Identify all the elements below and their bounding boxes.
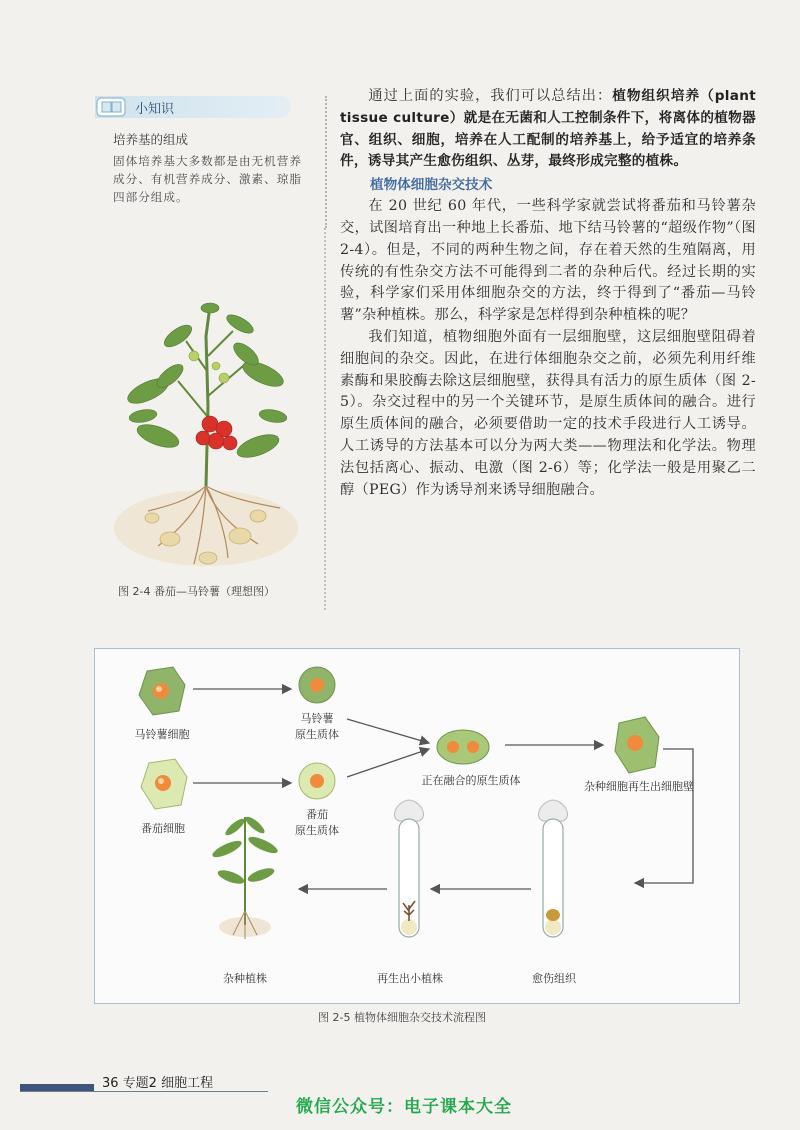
label-tomato-protoplast: 番茄 原生质体 (295, 808, 339, 837)
history-paragraph: 在 20 世纪 60 年代，一些科学家就尝试将番茄和马铃薯杂交，试图培育出一种地上长番茄、地下结马铃薯的“超级作物”（图 2-4）。但是，不同的两种生物之间，存在着天然的生殖隔离，用传统的有性杂交方法不可能得到二者的杂种后代。经过长期的实验，科学家们采用体细胞杂交的方法，终于得到了“番茄—马铃薯”杂种植株。那么，科学家是怎样得到杂种植株的呢？ (340, 198, 756, 324)
label-hybrid-cell-wall: 杂种细胞再生出细胞壁 (584, 780, 694, 793)
section-title: 植物体细胞杂交技术 (370, 177, 493, 194)
summary-lead: 通过上面的实验，我们可以总结出： (368, 88, 613, 104)
dotted-divider (324, 228, 326, 610)
hybrid-plant-icon (210, 814, 279, 939)
label-potato-cell: 马铃薯细胞 (134, 728, 190, 741)
knowledge-body: 固体培养基大多数都是由无机营养成分、有机营养成分、激素、琼脂四部分组成。 (113, 154, 302, 204)
main-text-column (340, 86, 756, 501)
footer-accent-bar (20, 1084, 94, 1091)
protoplast-paragraph: 我们知道，植物细胞外面有一层细胞壁，这层细胞壁阻碍着细胞间的杂交。因此，在进行体细胞杂交之前，必须先利用纤维素酶和果胶酶去除这层细胞壁，获得具有活力的原生质体（图 2-5）。杂交过程中的另一个关键环节，是原生质体间的融合。进行原生质体间的融合，必须要借助一定的技术手段进行人工诱导。人工诱导的方法基本可以分为两大类——物理法和化学法。物理法包括离心、振动、电激（图 2-6）等；化学法一般是用聚乙二醇（PEG）作为诱导剂来诱导细胞融合。 (340, 328, 756, 498)
knowledge-box (95, 96, 327, 228)
footer-rule (20, 1091, 268, 1092)
label-fusing-protoplasts: 正在融合的原生质体 (421, 774, 521, 787)
book-icon (95, 96, 131, 118)
callus-test-tube-icon (538, 800, 567, 937)
wechat-watermark: 微信公众号：电子课本大全 (296, 1097, 512, 1117)
label-callus: 愈伤组织 (532, 972, 576, 985)
summary-paragraph (340, 86, 756, 173)
label-potato-protoplast: 马铃薯 原生质体 (295, 712, 339, 741)
fusing-protoplasts-icon (437, 730, 489, 764)
label-plantlet: 再生出小植株 (377, 972, 443, 985)
label-hybrid-plant: 杂种植株 (223, 972, 267, 985)
knowledge-title: 培养基的组成 (113, 132, 189, 147)
knowledge-tab-label: 小知识 (135, 102, 175, 117)
label-tomato-cell: 番茄细胞 (141, 822, 185, 835)
tissue-culture-definition: 植物组织培养（plant tissue culture）就是在无菌和人工控制条件下，将离体的植物器官、组织、细胞，培养在人工配制的培养基上，给予适宜的培养条件，诱导其产生愈伤组织、丛芽，最终形成完整的植株。 (340, 88, 756, 170)
plantlet-test-tube-icon (394, 800, 423, 937)
figure-2-5-flowchart (94, 648, 740, 1004)
tomato-potato-plant-illustration (108, 296, 298, 576)
figure-2-5-caption: 图 2-5 植物体细胞杂交技术流程图 (318, 1011, 486, 1024)
page-number-chapter: 36 专题2 细胞工程 (102, 1076, 214, 1091)
figure-2-4-caption: 图 2-4 番茄—马铃薯（理想图） (118, 585, 275, 598)
